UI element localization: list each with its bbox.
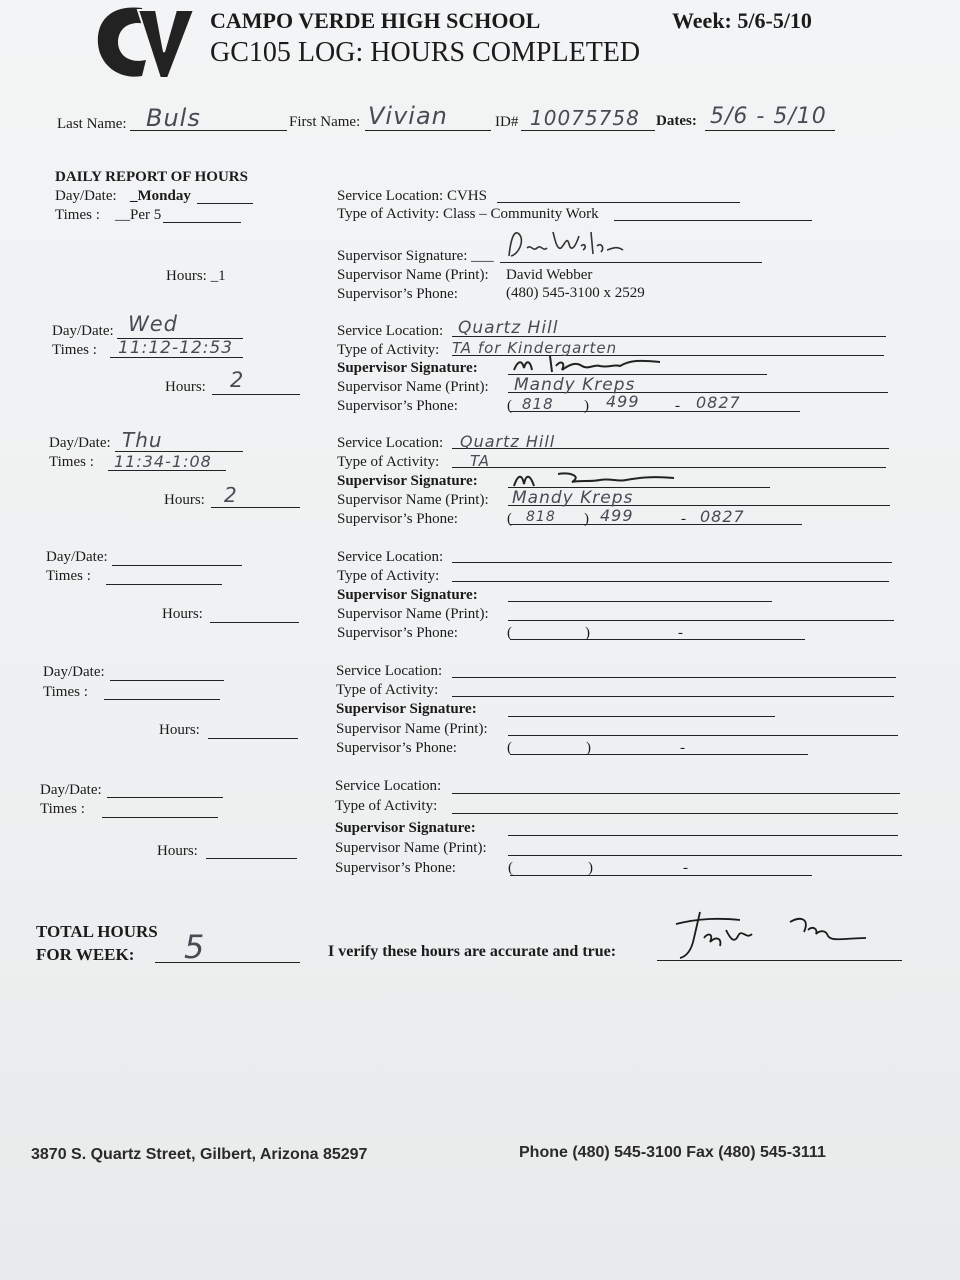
entry3-phone-prefix: 499 <box>600 506 634 525</box>
entry1-location: Service Location: CVHS <box>337 188 487 204</box>
entry6-hours-label: Hours: <box>157 843 198 859</box>
entry1-activity-line <box>614 220 812 221</box>
entry5-activity-label: Type of Activity: <box>336 682 439 698</box>
entry3-activity-label: Type of Activity: <box>337 454 440 470</box>
total-hours-line <box>155 962 300 963</box>
entry5-day-line <box>110 680 224 681</box>
entry3-phone-area: 818 <box>526 509 556 525</box>
verify-label: I verify these hours are accurate and true: <box>328 943 617 960</box>
entry2-activity-label: Type of Activity: <box>337 342 440 358</box>
entry1-signature-label: Supervisor Signature: ___ <box>337 248 494 264</box>
entry2-location-label: Service Location: <box>337 323 444 339</box>
entry4-hours-line <box>210 622 299 623</box>
entry6-day-line <box>107 797 223 798</box>
entry3-phone-label: Supervisor’s Phone: <box>337 511 458 527</box>
entry3-name-label: Supervisor Name (Print): <box>337 492 489 508</box>
entry6-day-label: Day/Date: <box>40 782 102 798</box>
entry3-hours-label: Hours: <box>164 492 205 508</box>
entry2-phone-open: ( <box>507 398 512 414</box>
entry5-phone-underline <box>510 754 808 755</box>
entry6-name-label: Supervisor Name (Print): <box>335 840 487 856</box>
week-label: Week: 5/6-5/10 <box>672 8 812 33</box>
dates-value: 5/6 - 5/10 <box>710 104 827 129</box>
total-hours-label: TOTAL HOURS <box>36 922 158 941</box>
entry2-phone-line: 0827 <box>696 393 741 412</box>
entry4-phone-label: Supervisor’s Phone: <box>337 625 458 641</box>
entry4-phone-dash: - <box>678 625 683 641</box>
first-name-line <box>365 130 491 131</box>
entry6-hours-line <box>206 858 297 859</box>
entry2-day-label: Day/Date: <box>52 323 114 339</box>
id-value: 10075758 <box>530 106 640 130</box>
entry5-name-label: Supervisor Name (Print): <box>336 721 488 737</box>
entry3-day-label: Day/Date: <box>49 435 111 451</box>
entry2-name-label: Supervisor Name (Print): <box>337 379 489 395</box>
entry6-location-label: Service Location: <box>335 778 442 794</box>
entry3-phone-dash: - <box>681 511 686 527</box>
last-name-value: Buls <box>146 104 201 132</box>
entry1-times-line <box>163 222 241 223</box>
section-title: DAILY REPORT OF HOURS <box>55 169 248 185</box>
entry2-activity-value: TA for Kindergarten <box>452 339 618 357</box>
entry2-signature-label: Supervisor Signature: <box>337 360 478 376</box>
entry3-signature-label: Supervisor Signature: <box>337 473 478 489</box>
entry2-hours-value: 2 <box>230 368 245 392</box>
page-title: GC105 LOG: HOURS COMPLETED <box>210 37 641 68</box>
entry4-phone-open: ( <box>507 625 512 641</box>
entry2-phone-area: 818 <box>522 395 554 413</box>
school-logo <box>90 0 200 88</box>
entry4-location-label: Service Location: <box>337 549 444 565</box>
id-label: ID# <box>495 114 519 130</box>
entry4-activity-line <box>452 581 889 582</box>
entry6-phone-label: Supervisor’s Phone: <box>335 860 456 876</box>
dates-label: Dates: <box>656 113 697 129</box>
entry6-phone-dash: - <box>683 860 688 876</box>
footer-address: 3870 S. Quartz Street, Gilbert, Arizona 85297 <box>31 1146 368 1163</box>
entry4-activity-label: Type of Activity: <box>337 568 440 584</box>
entry3-name-value: Mandy Kreps <box>512 488 634 508</box>
entry1-day-label: Day/Date: <box>55 188 117 204</box>
school-name: CAMPO VERDE HIGH SCHOOL <box>210 8 541 33</box>
entry2-phone-dash: - <box>675 398 680 414</box>
entry3-hours-value: 2 <box>224 483 238 507</box>
entry2-name-value: Mandy Kreps <box>514 375 636 395</box>
entry6-activity-line <box>452 813 898 814</box>
entry5-phone-dash: - <box>680 740 685 756</box>
entry2-phone-close: ) <box>584 398 589 414</box>
entry3-phone-underline <box>510 524 802 525</box>
entry1-location-line <box>497 202 740 203</box>
id-line <box>521 130 655 131</box>
entry3-hours-line <box>211 507 300 508</box>
entry1-name-value: David Webber <box>506 267 593 283</box>
entry2-times-label: Times : <box>52 342 97 358</box>
entry3-times-value: 11:34-1:08 <box>114 452 212 471</box>
entry3-phone-open: ( <box>507 511 512 527</box>
entry5-signature-label: Supervisor Signature: <box>336 701 477 717</box>
entry5-hours-label: Hours: <box>159 722 200 738</box>
entry6-times-line <box>102 817 218 818</box>
first-name-value: Vivian <box>368 102 448 130</box>
entry4-signature-line <box>508 601 772 602</box>
entry1-phone-label: Supervisor’s Phone: <box>337 286 458 302</box>
entry2-times-value: 11:12-12:53 <box>118 338 234 358</box>
entry4-phone-close: ) <box>585 625 590 641</box>
entry4-phone-underline <box>510 639 805 640</box>
entry4-name-line <box>508 620 894 621</box>
entry2-phone-label: Supervisor’s Phone: <box>337 398 458 414</box>
first-name-label: First Name: <box>289 114 361 130</box>
entry3-location-value: Quartz Hill <box>460 432 556 451</box>
entry6-activity-label: Type of Activity: <box>335 798 438 814</box>
entry6-phone-close: ) <box>588 860 593 876</box>
entry4-name-label: Supervisor Name (Print): <box>337 606 489 622</box>
entry6-signature-label: Supervisor Signature: <box>335 820 476 836</box>
entry5-times-line <box>104 699 220 700</box>
entry5-phone-close: ) <box>586 740 591 756</box>
entry4-times-line <box>106 584 222 585</box>
entry4-day-line <box>112 565 242 566</box>
entry3-times-label: Times : <box>49 454 94 470</box>
entry2-phone-prefix: 499 <box>606 392 640 411</box>
entry1-times-value: __Per 5 <box>115 207 162 223</box>
entry1-times-label: Times : <box>55 207 100 223</box>
entry5-location-label: Service Location: <box>336 663 443 679</box>
entry5-name-line <box>508 735 898 736</box>
entry5-location-line <box>452 677 896 678</box>
entry6-signature-line <box>508 835 898 836</box>
entry6-times-label: Times : <box>40 801 85 817</box>
entry4-location-line <box>452 562 892 563</box>
entry1-hours: Hours: _1 <box>166 268 226 284</box>
entry6-name-line <box>508 855 902 856</box>
entry4-hours-label: Hours: <box>162 606 203 622</box>
entry3-phone-close: ) <box>584 511 589 527</box>
entry2-location-value: Quartz Hill <box>458 318 559 338</box>
entry1-activity: Type of Activity: Class – Community Work <box>337 206 599 222</box>
student-signature <box>670 908 880 962</box>
entry5-activity-line <box>452 696 894 697</box>
entry5-phone-open: ( <box>507 740 512 756</box>
entry5-day-label: Day/Date: <box>43 664 105 680</box>
entry3-activity-value: TA <box>470 452 491 470</box>
entry5-times-label: Times : <box>43 684 88 700</box>
dates-line <box>705 130 835 131</box>
entry3-day-value: Thu <box>122 428 163 452</box>
total-hours-value: 5 <box>184 928 206 966</box>
entry6-location-line <box>452 793 900 794</box>
entry3-phone-line: 0827 <box>700 507 745 526</box>
entry2-day-value: Wed <box>128 312 179 336</box>
entry1-day-value: _Monday <box>130 188 191 204</box>
entry4-times-label: Times : <box>46 568 91 584</box>
entry5-signature-line <box>508 716 775 717</box>
entry1-day-line <box>197 203 253 204</box>
entry5-hours-line <box>208 738 298 739</box>
entry2-phone-underline <box>510 411 800 412</box>
last-name-label: Last Name: <box>57 116 127 132</box>
entry6-phone-underline <box>510 875 812 876</box>
entry1-name-label: Supervisor Name (Print): <box>337 267 489 283</box>
entry4-signature-label: Supervisor Signature: <box>337 587 478 603</box>
entry4-day-label: Day/Date: <box>46 549 108 565</box>
for-week-label: FOR WEEK: <box>36 945 135 964</box>
entry1-signature <box>505 226 625 264</box>
entry5-phone-label: Supervisor’s Phone: <box>336 740 457 756</box>
entry2-hours-line <box>212 394 300 395</box>
entry2-hours-label: Hours: <box>165 379 206 395</box>
entry3-location-label: Service Location: <box>337 435 444 451</box>
footer-contact: Phone (480) 545-3100 Fax (480) 545-3111 <box>519 1144 826 1161</box>
entry6-phone-open: ( <box>508 860 513 876</box>
entry1-phone-value: (480) 545-3100 x 2529 <box>506 285 645 301</box>
